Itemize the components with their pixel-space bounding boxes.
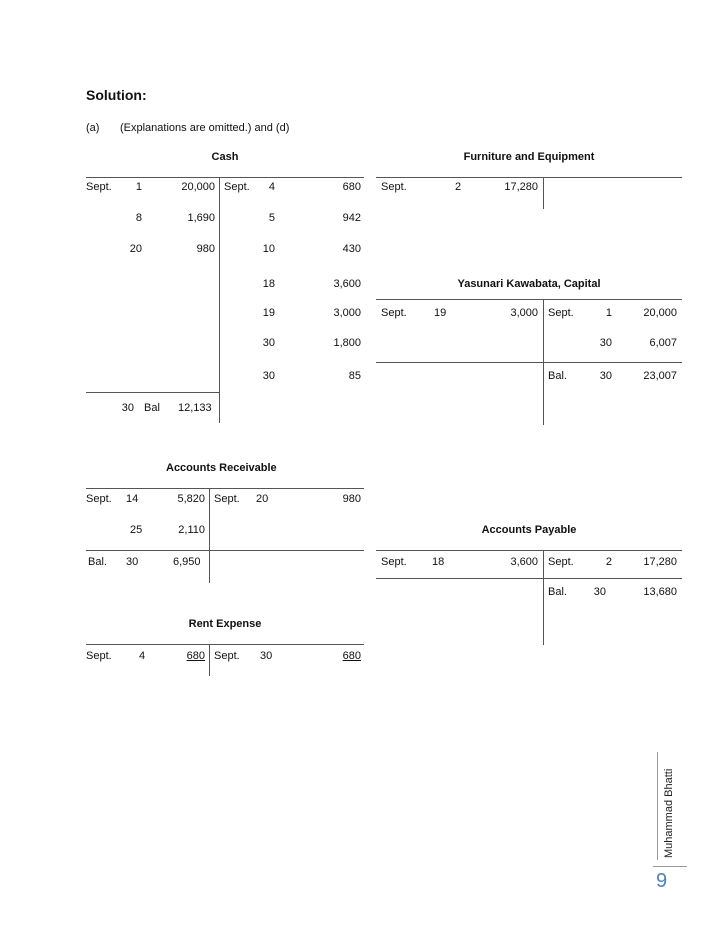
footer-divider [657,752,658,860]
entry-amount: 20,000 [643,307,677,319]
entry-month: Sept. [86,181,112,193]
balance-rule [376,578,682,579]
balance-day: 30 [593,586,606,598]
entry-day: 4 [268,181,275,193]
t-account-divider [209,488,210,583]
t-account-top-line [86,488,364,489]
t-account-divider [543,177,544,209]
balance-day: 30 [121,402,134,414]
entry-amount: 3,000 [510,307,538,319]
entry-month: Sept. [381,181,407,193]
entry-amount: 980 [196,243,215,255]
account-title: Furniture and Equipment [463,151,595,163]
balance-label: Bal. [548,586,567,598]
entry-amount: 20,000 [181,181,215,193]
entry-day: 30 [260,650,273,662]
solution-heading: Solution: [86,87,147,103]
entry-day: 4 [139,650,146,662]
account-title: Cash [211,151,239,163]
entry-amount: 1,690 [187,212,215,224]
balance-amount: 6,950 [173,556,201,568]
entry-amount: 680 [186,650,205,662]
entry-day: 20 [129,243,142,255]
balance-label: Bal. [88,556,107,568]
entry-day: 18 [262,278,275,290]
entry-day: 30 [262,337,275,349]
entry-day: 19 [434,307,447,319]
entry-day: 14 [126,493,139,505]
account-title: Yasunari Kawabata, Capital [457,278,601,290]
entry-month: Sept. [86,493,112,505]
entry-amount: 1,800 [333,337,361,349]
balance-rule [376,362,682,363]
entry-month: Sept. [381,307,407,319]
balance-label: Bal. [548,370,567,382]
balance-amount: 12,133 [178,402,212,414]
entry-month: Sept. [214,650,240,662]
entry-amount: 980 [342,493,361,505]
entry-day: 2 [605,556,612,568]
entry-amount: 5,820 [177,493,205,505]
t-account-top-line [376,550,682,551]
entry-month: Sept. [381,556,407,568]
t-account-divider [543,550,544,645]
entry-day: 18 [432,556,445,568]
entry-amount: 430 [342,243,361,255]
entry-amount: 85 [348,370,361,382]
entry-day: 1 [605,307,612,319]
balance-rule [86,550,364,551]
balance-rule [86,392,219,393]
t-account-top-line [86,177,364,178]
account-title: Accounts Payable [481,524,577,536]
entry-amount: 680 [342,650,361,662]
entry-month: Sept. [86,650,112,662]
entry-amount: 3,000 [333,307,361,319]
balance-day: 30 [126,556,139,568]
part-note: (Explanations are omitted.) and (d) [120,122,290,134]
footer-rule [653,866,687,867]
entry-day: 30 [599,337,612,349]
entry-day: 10 [262,243,275,255]
entry-day: 5 [268,212,275,224]
entry-amount: 680 [342,181,361,193]
entry-amount: 2,110 [178,524,205,536]
t-account-top-line [376,299,682,300]
entry-month: Sept. [548,556,574,568]
part-label: (a) [86,122,100,134]
entry-month: Sept. [214,493,240,505]
entry-amount: 3,600 [510,556,538,568]
entry-day: 30 [262,370,275,382]
entry-day: 25 [130,524,143,536]
balance-amount: 13,680 [643,586,677,598]
t-account-top-line [376,177,682,178]
entry-amount: 6,007 [649,337,677,349]
entry-amount: 17,280 [504,181,538,193]
entry-day: 2 [455,181,462,193]
account-title: Rent Expense [188,618,262,630]
t-account-divider [209,644,210,676]
entry-amount: 942 [342,212,361,224]
balance-amount: 23,007 [643,370,677,382]
author-name: Muhammad Bhatti [663,768,675,858]
entry-amount: 17,280 [643,556,677,568]
balance-label: Bal [144,402,160,414]
entry-month: Sept. [224,181,250,193]
entry-month: Sept. [548,307,574,319]
t-account-divider [219,177,220,423]
entry-day: 20 [256,493,269,505]
entry-day: 8 [135,212,142,224]
balance-day: 30 [599,370,612,382]
page-number: 9 [656,870,668,892]
account-title: Accounts Receivable [166,462,277,474]
entry-day: 19 [262,307,275,319]
entry-amount: 3,600 [333,278,361,290]
t-account-top-line [86,644,364,645]
entry-day: 1 [135,181,142,193]
